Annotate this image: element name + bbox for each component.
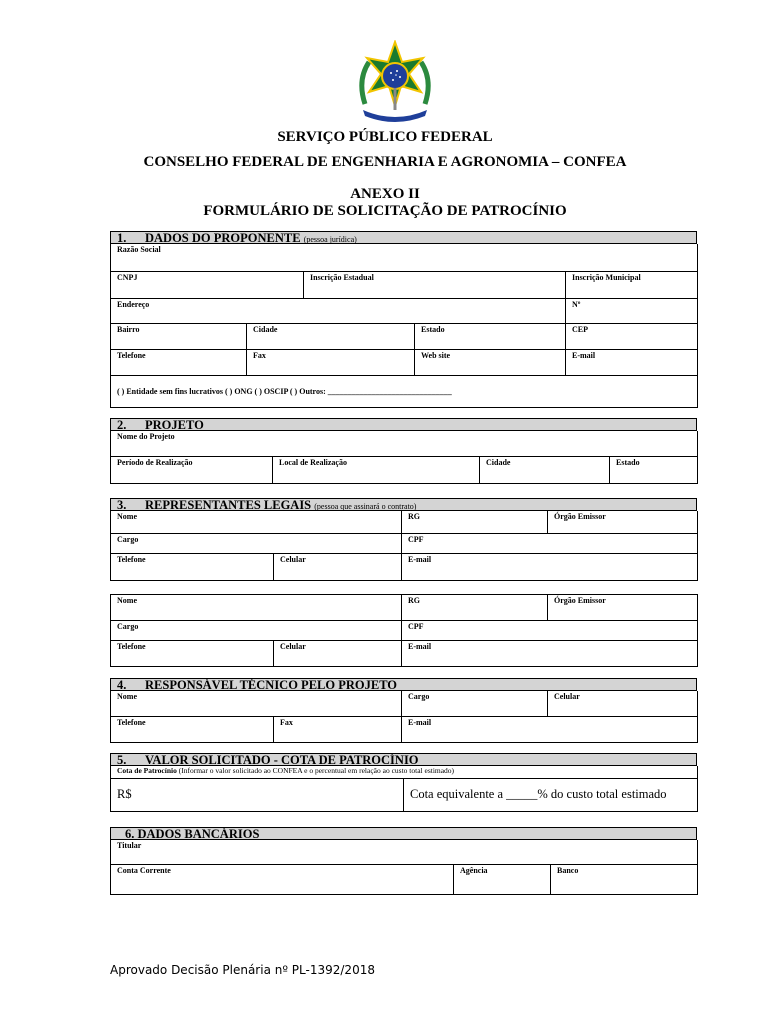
bank-table [110, 840, 698, 895]
section-number: 3. [117, 498, 127, 512]
cargo-field[interactable]: Cargo [111, 621, 402, 641]
conta-corrente-field[interactable]: Conta Corrente [111, 864, 454, 894]
project-table [110, 431, 698, 484]
numero-field[interactable]: Nº [566, 298, 698, 323]
section-header [110, 231, 697, 244]
section-title [145, 231, 357, 246]
orgao-emissor-field[interactable]: Órgão Emissor [548, 595, 698, 621]
cidade-field[interactable]: Cidade [247, 323, 415, 349]
rg-field[interactable]: RG [402, 595, 548, 621]
section-sponsorship-value [110, 753, 697, 812]
coat-of-arms-logo [355, 40, 435, 126]
section-project [110, 418, 697, 484]
section-title: VALOR SOLICITADO - COTA DE PATROCÍNIO [145, 753, 419, 767]
percent-field[interactable]: Cota equivalente a _____% do custo total estimado [404, 778, 698, 811]
fax-field[interactable]: Fax [274, 716, 402, 742]
entity-type-options[interactable]: ( ) Entidade sem fins lucrativos ( ) ONG ( ) OSCIP ( ) Outros: _______________________________ [111, 375, 698, 407]
representative-1-table [110, 511, 698, 581]
telefone-field[interactable]: Telefone [111, 349, 247, 375]
value-table [110, 766, 698, 812]
website-field[interactable]: Web site [415, 349, 566, 375]
razao-social-field[interactable]: Razão Social [111, 244, 698, 271]
technical-table [110, 691, 698, 743]
section-title: PROJETO [145, 418, 204, 432]
endereco-field[interactable]: Endereço [111, 298, 566, 323]
section-title: RESPONSÁVEL TÉCNICO PELO PROJETO [145, 678, 398, 692]
page-title: FORMULÁRIO DE SOLICITAÇÃO DE PATROCÍNIO [203, 203, 567, 219]
email-field[interactable]: E-mail [566, 349, 698, 375]
inscricao-municipal-field[interactable]: Inscrição Municipal [566, 271, 698, 298]
section-header [110, 418, 697, 431]
nome-field[interactable]: Nome [111, 511, 402, 533]
valor-rs-field[interactable]: R$ [111, 778, 404, 811]
section-bank-data [110, 827, 697, 895]
fax-field[interactable]: Fax [247, 349, 415, 375]
nome-field[interactable]: Nome [111, 595, 402, 621]
email-field[interactable]: E-mail [402, 553, 698, 580]
bairro-field[interactable]: Bairro [111, 323, 247, 349]
section-title-text: DADOS DO PROPONENTE [145, 231, 301, 245]
email-field[interactable]: E-mail [402, 716, 698, 742]
telefone-field[interactable]: Telefone [111, 641, 274, 667]
section-header [110, 678, 697, 691]
section-note: (pessoa que assinará o contrato) [314, 502, 417, 511]
header-council: CONSELHO FEDERAL DE ENGENHARIA E AGRONOMIA – CONFEA [143, 154, 627, 170]
section-header [110, 827, 697, 840]
cota-note: (Informar o valor solicitado ao CONFEA e o percentual em relação ao custo total estimado) [178, 766, 455, 775]
periodo-field[interactable]: Período de Realização [111, 456, 273, 483]
cargo-field[interactable]: Cargo [402, 691, 548, 716]
inscricao-estadual-field[interactable]: Inscrição Estadual [304, 271, 566, 298]
section-title-text: REPRESENTANTES LEGAIS [145, 498, 312, 512]
banco-field[interactable]: Banco [551, 864, 698, 894]
section-technical-responsible [110, 678, 697, 743]
section-header [110, 498, 697, 511]
section-number: 4. [117, 678, 127, 692]
header-service: SERVIÇO PÚBLICO FEDERAL [277, 129, 493, 145]
approval-footer: Aprovado Decisão Plenária nº PL-1392/2018 [110, 963, 375, 977]
cpf-field[interactable]: CPF [402, 621, 698, 641]
cnpj-field[interactable]: CNPJ [111, 271, 304, 298]
rg-field[interactable]: RG [402, 511, 548, 533]
celular-field[interactable]: Celular [548, 691, 698, 716]
telefone-field[interactable]: Telefone [111, 553, 274, 580]
email-field[interactable]: E-mail [402, 641, 698, 667]
estado-field[interactable]: Estado [415, 323, 566, 349]
cep-field[interactable]: CEP [566, 323, 698, 349]
celular-field[interactable]: Celular [274, 641, 402, 667]
local-field[interactable]: Local de Realização [273, 456, 480, 483]
proponent-table [110, 244, 698, 408]
section-legal-representative-2 [110, 594, 697, 667]
section-header [110, 753, 697, 766]
representative-2-table [110, 594, 698, 667]
section-legal-representatives [110, 498, 697, 581]
section-proponent [110, 231, 697, 408]
cidade-field[interactable]: Cidade [480, 456, 610, 483]
estado-field[interactable]: Estado [610, 456, 698, 483]
telefone-field[interactable]: Telefone [111, 716, 274, 742]
section-number: 2. [117, 418, 127, 432]
nome-field[interactable]: Nome [111, 691, 402, 716]
titular-field[interactable]: Titular [111, 840, 698, 864]
nome-projeto-field[interactable]: Nome do Projeto [111, 431, 698, 456]
cpf-field[interactable]: CPF [402, 533, 698, 553]
header-annex: ANEXO II [350, 186, 420, 202]
section-title: 6. DADOS BANCÁRIOS [125, 827, 260, 841]
section-number: 5. [117, 753, 127, 767]
orgao-emissor-field[interactable]: Órgão Emissor [548, 511, 698, 533]
section-number: 1. [117, 231, 127, 245]
cargo-field[interactable]: Cargo [111, 533, 402, 553]
cota-label: Cota de Patrocínio [117, 766, 177, 775]
section-note: (pessoa jurídica) [303, 235, 357, 244]
agencia-field[interactable]: Agência [454, 864, 551, 894]
celular-field[interactable]: Celular [274, 553, 402, 580]
section-title [145, 498, 416, 513]
